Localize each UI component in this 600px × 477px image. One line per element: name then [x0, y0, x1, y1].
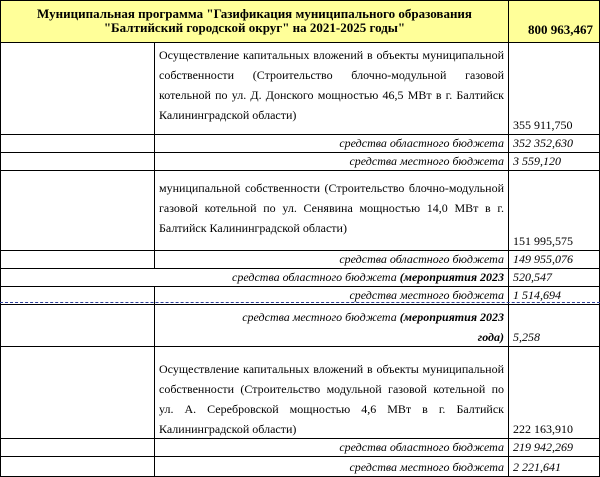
item-amount: 151 995,575 [513, 234, 573, 248]
table-row [0, 171, 600, 251]
funding-amount: 1 514,694 [513, 288, 561, 302]
item-amount: 222 163,910 [513, 422, 573, 436]
table-row [0, 135, 600, 153]
funding-amount: 3 559,120 [513, 154, 561, 168]
program-total-cell [509, 1, 600, 43]
item-description: Осуществление капитальных вложений в объекты муниципальной собственности (Строительство модульной газовой котельной по ул. А. Серебровской мощностью 4,6 МВт в г. Балтийск Калининградской области) [159, 362, 504, 436]
funding-source: средства местного бюджета [349, 460, 504, 474]
item-description: Осуществление капитальных вложений в объекты муниципальной собственности (Строительство блочно-модульной газовой котельной по ул. Д. Донского мощностью 46,5 МВт в г. Балтийск Калининградской области) [159, 48, 504, 122]
table-row [0, 457, 600, 477]
funding-amount: 352 352,630 [513, 136, 573, 150]
funding-amount: 5,258 [513, 330, 540, 344]
page-break-line [0, 302, 600, 303]
funding-amount: 149 955,076 [513, 252, 573, 266]
program-total: 800 963,467 [528, 22, 593, 37]
funding-source: средства местного бюджета (мероприятия 2023 года) [242, 310, 504, 344]
funding-source: средства областного бюджета [339, 440, 504, 454]
program-title-cell [0, 1, 509, 43]
funding-source: средства областного бюджета [339, 136, 504, 150]
funding-source: средства местного бюджета [349, 288, 504, 302]
table-row [0, 43, 600, 135]
funding-source: средства местного бюджета [349, 154, 504, 168]
table-row [0, 305, 600, 347]
program-title: Муниципальная программа "Газификация муниципального образования "Балтийский городской округ" на 2021-2025 годы" [37, 6, 472, 35]
item-amount: 355 911,750 [513, 118, 573, 132]
table-row [0, 269, 600, 287]
funding-source: средства областного бюджета [339, 252, 504, 266]
funding-amount: 520,547 [513, 270, 552, 284]
table-row [0, 439, 600, 457]
funding-amount: 219 942,269 [513, 440, 573, 454]
table-row [0, 153, 600, 171]
table-row [0, 347, 600, 439]
funding-source: средства областного бюджета (мероприятия 2023 [232, 270, 504, 284]
funding-amount: 2 221,641 [513, 460, 561, 474]
program-header-row [0, 0, 600, 43]
table-row [0, 251, 600, 269]
item-description: муниципальной собственности (Строительство блочно-модульной газовой котельной по ул. Сенявина мощностью 14,0 МВт в г. Балтийск Калининградской области) [159, 181, 504, 235]
